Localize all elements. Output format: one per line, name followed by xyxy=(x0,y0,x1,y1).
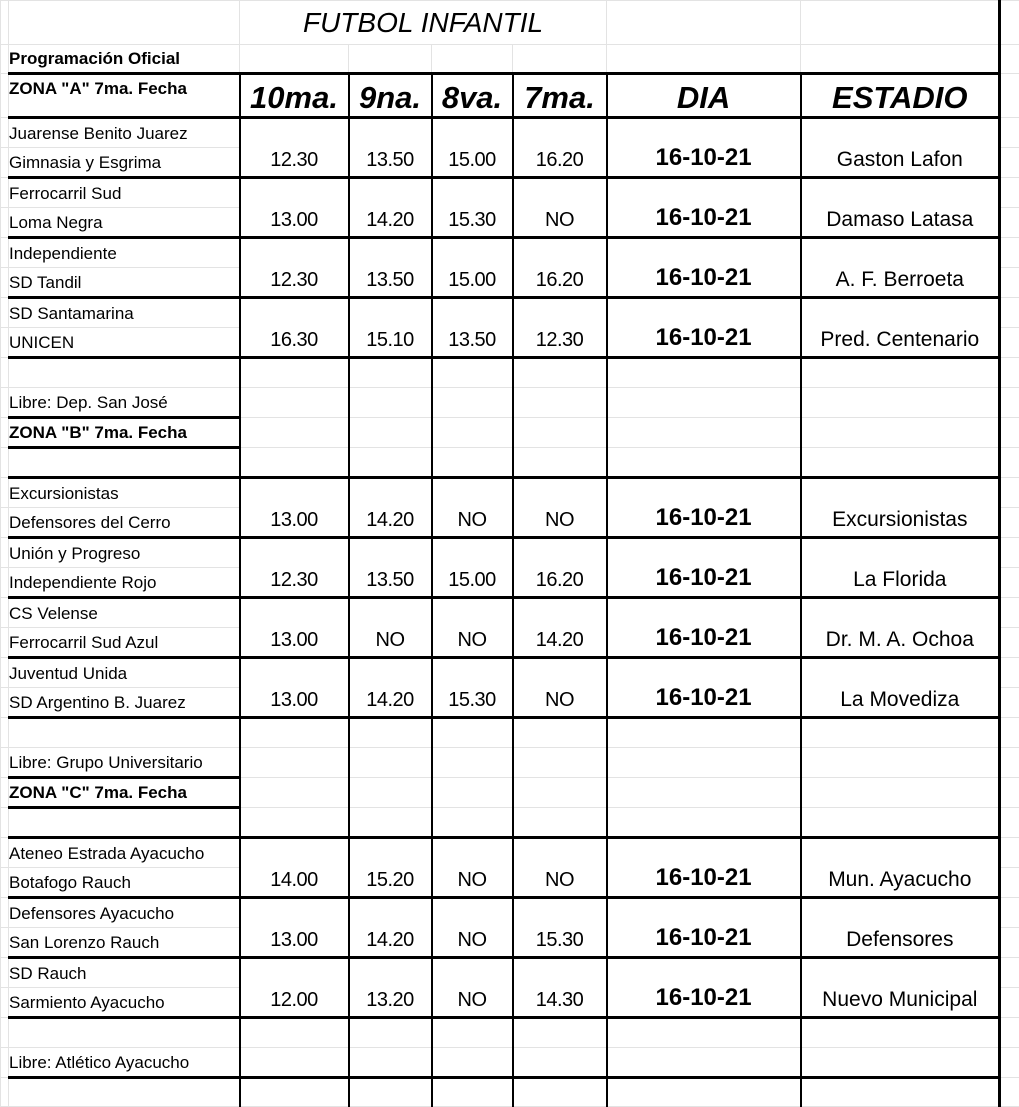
zone-header[interactable]: ZONA "C" 7ma. Fecha xyxy=(9,778,240,808)
cell[interactable] xyxy=(1000,868,1019,898)
home-team[interactable]: Unión y Progreso xyxy=(9,538,240,568)
sheet-row xyxy=(1,808,1019,838)
cell[interactable] xyxy=(1,658,9,688)
zone-header[interactable]: ZONA "A" 7ma. Fecha xyxy=(9,74,240,118)
cell[interactable] xyxy=(607,1018,801,1048)
column-header[interactable]: 9na. xyxy=(349,74,432,118)
kickoff-time[interactable]: 14.30 xyxy=(513,958,607,1018)
page-title[interactable]: FUTBOL INFANTIL xyxy=(240,1,607,45)
kickoff-time[interactable]: NO xyxy=(513,478,607,538)
cell[interactable] xyxy=(513,718,607,748)
cell[interactable] xyxy=(349,358,432,388)
cell[interactable] xyxy=(432,808,513,838)
cell[interactable] xyxy=(607,808,801,838)
free-team[interactable]: Libre: Grupo Universitario xyxy=(9,748,240,778)
kickoff-time[interactable]: 13.00 xyxy=(240,898,349,958)
stadium[interactable]: La Movediza xyxy=(801,658,1000,718)
cell[interactable] xyxy=(1000,238,1019,268)
cell[interactable] xyxy=(513,1048,607,1078)
kickoff-time[interactable]: 14.20 xyxy=(349,178,432,238)
cell[interactable] xyxy=(1000,74,1019,118)
cell[interactable] xyxy=(432,388,513,418)
kickoff-time[interactable]: 13.50 xyxy=(349,238,432,298)
cell[interactable] xyxy=(1000,358,1019,388)
kickoff-time[interactable]: 13.20 xyxy=(349,958,432,1018)
sheet-row xyxy=(1,448,1019,478)
cell[interactable] xyxy=(607,418,801,448)
cell[interactable] xyxy=(1,358,9,388)
cell[interactable] xyxy=(349,418,432,448)
cell[interactable] xyxy=(801,778,1000,808)
cell[interactable] xyxy=(349,1048,432,1078)
away-team[interactable]: San Lorenzo Rauch xyxy=(9,928,240,958)
cell[interactable] xyxy=(1000,268,1019,298)
cell[interactable] xyxy=(1000,418,1019,448)
sheet-row xyxy=(1,778,1019,808)
cell[interactable] xyxy=(9,358,240,388)
cell[interactable] xyxy=(513,1018,607,1048)
cell[interactable] xyxy=(1,298,9,328)
stadium[interactable]: Gaston Lafon xyxy=(801,118,1000,178)
kickoff-time[interactable]: 13.50 xyxy=(349,118,432,178)
away-team[interactable]: Sarmiento Ayacucho xyxy=(9,988,240,1018)
cell[interactable] xyxy=(513,808,607,838)
away-team[interactable]: UNICEN xyxy=(9,328,240,358)
kickoff-time[interactable]: 13.50 xyxy=(349,538,432,598)
cell[interactable] xyxy=(1000,1048,1019,1078)
cell[interactable] xyxy=(1000,838,1019,868)
cell[interactable] xyxy=(1,778,9,808)
stadium[interactable]: Damaso Latasa xyxy=(801,178,1000,238)
cell[interactable] xyxy=(1,238,9,268)
sheet-row xyxy=(1,898,1019,928)
kickoff-time[interactable]: 15.20 xyxy=(349,838,432,898)
column-header[interactable]: 10ma. xyxy=(240,74,349,118)
cell[interactable] xyxy=(1000,328,1019,358)
cell[interactable] xyxy=(349,808,432,838)
cell[interactable] xyxy=(513,418,607,448)
column-header[interactable]: DIA xyxy=(607,74,801,118)
kickoff-time[interactable]: 13.00 xyxy=(240,598,349,658)
kickoff-time[interactable]: 13.00 xyxy=(240,178,349,238)
cell[interactable] xyxy=(1000,118,1019,148)
cell[interactable] xyxy=(1,508,9,538)
cell[interactable] xyxy=(1,1,9,45)
stadium[interactable]: La Florida xyxy=(801,538,1000,598)
kickoff-time[interactable]: 14.20 xyxy=(349,478,432,538)
cell[interactable] xyxy=(1000,1,1019,45)
kickoff-time[interactable]: NO xyxy=(432,838,513,898)
cell[interactable] xyxy=(1000,388,1019,418)
cell[interactable] xyxy=(1000,778,1019,808)
cell[interactable] xyxy=(1,958,9,988)
cell[interactable] xyxy=(240,778,349,808)
kickoff-time[interactable]: NO xyxy=(432,958,513,1018)
sheet-row xyxy=(1,1,1019,45)
cell[interactable] xyxy=(1,45,9,74)
away-team[interactable]: SD Argentino B. Juarez xyxy=(9,688,240,718)
home-team[interactable]: Ateneo Estrada Ayacucho xyxy=(9,838,240,868)
free-team[interactable]: Libre: Dep. San José xyxy=(9,388,240,418)
kickoff-time[interactable]: 15.00 xyxy=(432,118,513,178)
cell[interactable] xyxy=(349,448,432,478)
cell[interactable] xyxy=(1000,688,1019,718)
sheet-row xyxy=(1,1078,1019,1107)
home-team[interactable]: Defensores Ayacucho xyxy=(9,898,240,928)
sheet-row xyxy=(1,1018,1019,1048)
column-header[interactable]: 7ma. xyxy=(513,74,607,118)
cell[interactable] xyxy=(801,748,1000,778)
kickoff-time[interactable]: NO xyxy=(432,898,513,958)
kickoff-time[interactable]: NO xyxy=(513,658,607,718)
cell[interactable] xyxy=(801,808,1000,838)
away-team[interactable]: SD Tandil xyxy=(9,268,240,298)
cell[interactable] xyxy=(349,45,432,74)
match-day[interactable]: 16-10-21 xyxy=(607,238,801,298)
cell[interactable] xyxy=(1000,1018,1019,1048)
cell[interactable] xyxy=(1,328,9,358)
cell[interactable] xyxy=(607,748,801,778)
cell[interactable] xyxy=(1,478,9,508)
kickoff-time[interactable]: 12.30 xyxy=(240,238,349,298)
cell[interactable] xyxy=(1,208,9,238)
home-team[interactable]: Ferrocarril Sud xyxy=(9,178,240,208)
stadium[interactable]: Mun. Ayacucho xyxy=(801,838,1000,898)
away-team[interactable]: Loma Negra xyxy=(9,208,240,238)
cell[interactable] xyxy=(1000,928,1019,958)
cell[interactable] xyxy=(1000,508,1019,538)
kickoff-time[interactable]: 16.20 xyxy=(513,118,607,178)
match-day[interactable]: 16-10-21 xyxy=(607,178,801,238)
cell[interactable] xyxy=(1,568,9,598)
cell[interactable] xyxy=(1,868,9,898)
sheet-row xyxy=(1,118,1019,148)
cell[interactable] xyxy=(1,1018,9,1048)
sheet-row xyxy=(1,958,1019,988)
sheet-row xyxy=(1,598,1019,628)
cell[interactable] xyxy=(513,388,607,418)
cell[interactable] xyxy=(432,358,513,388)
cell[interactable] xyxy=(1,448,9,478)
kickoff-time[interactable]: 14.20 xyxy=(349,898,432,958)
cell[interactable] xyxy=(513,748,607,778)
cell[interactable] xyxy=(801,1018,1000,1048)
cell[interactable] xyxy=(1,538,9,568)
cell[interactable] xyxy=(432,778,513,808)
column-header[interactable]: ESTADIO xyxy=(801,74,1000,118)
sheet-row xyxy=(1,838,1019,868)
cell[interactable] xyxy=(432,1048,513,1078)
cell[interactable] xyxy=(1000,898,1019,928)
cell[interactable] xyxy=(1000,568,1019,598)
program-label[interactable]: Programación Oficial xyxy=(9,45,240,74)
kickoff-time[interactable]: 12.00 xyxy=(240,958,349,1018)
stadium[interactable]: Pred. Centenario xyxy=(801,298,1000,358)
cell[interactable] xyxy=(801,418,1000,448)
sheet-row xyxy=(1,74,1019,118)
cell[interactable] xyxy=(607,358,801,388)
home-team[interactable]: Juarense Benito Juarez xyxy=(9,118,240,148)
cell[interactable] xyxy=(1000,988,1019,1018)
cell[interactable] xyxy=(1,928,9,958)
sheet-row xyxy=(1,238,1019,268)
cell[interactable] xyxy=(1000,538,1019,568)
cell[interactable] xyxy=(349,388,432,418)
cell[interactable] xyxy=(9,448,240,478)
cell[interactable] xyxy=(240,448,349,478)
sheet-row xyxy=(1,388,1019,418)
cell[interactable] xyxy=(607,778,801,808)
sheet-row xyxy=(1,45,1019,74)
cell[interactable] xyxy=(349,748,432,778)
stadium[interactable]: Dr. M. A. Ochoa xyxy=(801,598,1000,658)
sheet-row xyxy=(1,748,1019,778)
cell[interactable] xyxy=(1,688,9,718)
match-day[interactable]: 16-10-21 xyxy=(607,118,801,178)
sheet-row xyxy=(1,298,1019,328)
cell[interactable] xyxy=(240,1048,349,1078)
sheet-row xyxy=(1,418,1019,448)
cell[interactable] xyxy=(432,1018,513,1048)
cell[interactable] xyxy=(240,418,349,448)
cell[interactable] xyxy=(349,1018,432,1048)
cell[interactable] xyxy=(432,448,513,478)
sheet-row xyxy=(1,1048,1019,1078)
cell[interactable] xyxy=(801,358,1000,388)
cell[interactable] xyxy=(801,448,1000,478)
cell[interactable] xyxy=(240,358,349,388)
cell[interactable] xyxy=(432,45,513,74)
cell[interactable] xyxy=(607,1048,801,1078)
cell[interactable] xyxy=(801,1,1000,45)
stadium[interactable]: Excursionistas xyxy=(801,478,1000,538)
kickoff-time[interactable]: 16.20 xyxy=(513,238,607,298)
away-team[interactable]: Gimnasia y Esgrima xyxy=(9,148,240,178)
cell[interactable] xyxy=(1000,148,1019,178)
cell[interactable] xyxy=(349,1078,432,1107)
cell[interactable] xyxy=(1000,208,1019,238)
cell[interactable] xyxy=(513,358,607,388)
kickoff-time[interactable]: 12.30 xyxy=(240,118,349,178)
home-team[interactable]: Independiente xyxy=(9,238,240,268)
cell[interactable] xyxy=(1,748,9,778)
kickoff-time[interactable]: 15.30 xyxy=(513,898,607,958)
cell[interactable] xyxy=(240,388,349,418)
cell[interactable] xyxy=(1,178,9,208)
cell[interactable] xyxy=(1000,1078,1019,1107)
stadium[interactable]: Nuevo Municipal xyxy=(801,958,1000,1018)
kickoff-time[interactable]: 16.30 xyxy=(240,298,349,358)
kickoff-time[interactable]: NO xyxy=(432,478,513,538)
cell[interactable] xyxy=(513,448,607,478)
cell[interactable] xyxy=(801,718,1000,748)
cell[interactable] xyxy=(1000,718,1019,748)
cell[interactable] xyxy=(432,418,513,448)
kickoff-time[interactable]: 13.00 xyxy=(240,478,349,538)
cell[interactable] xyxy=(240,718,349,748)
cell[interactable] xyxy=(349,778,432,808)
match-day[interactable]: 16-10-21 xyxy=(607,898,801,958)
kickoff-time[interactable]: 13.50 xyxy=(432,298,513,358)
cell[interactable] xyxy=(1,388,9,418)
cell[interactable] xyxy=(607,1,801,45)
cell[interactable] xyxy=(1000,45,1019,74)
sheet-row xyxy=(1,178,1019,208)
cell[interactable] xyxy=(1000,658,1019,688)
match-day[interactable]: 16-10-21 xyxy=(607,658,801,718)
sheet-row xyxy=(1,358,1019,388)
away-team[interactable]: Botafogo Rauch xyxy=(9,868,240,898)
kickoff-time[interactable]: 15.30 xyxy=(432,658,513,718)
match-day[interactable]: 16-10-21 xyxy=(607,538,801,598)
kickoff-time[interactable]: 15.00 xyxy=(432,538,513,598)
kickoff-time[interactable]: 14.20 xyxy=(349,658,432,718)
home-team[interactable]: SD Rauch xyxy=(9,958,240,988)
kickoff-time[interactable]: 15.10 xyxy=(349,298,432,358)
cell[interactable] xyxy=(1000,478,1019,508)
cell[interactable] xyxy=(513,45,607,74)
cell[interactable] xyxy=(1,148,9,178)
cell[interactable] xyxy=(1000,178,1019,208)
home-team[interactable]: SD Santamarina xyxy=(9,298,240,328)
cell[interactable] xyxy=(801,1078,1000,1107)
cell[interactable] xyxy=(432,1078,513,1107)
kickoff-time[interactable]: 13.00 xyxy=(240,658,349,718)
cell[interactable] xyxy=(1,988,9,1018)
cell[interactable] xyxy=(240,808,349,838)
cell[interactable] xyxy=(1,898,9,928)
match-day[interactable]: 16-10-21 xyxy=(607,478,801,538)
kickoff-time[interactable]: 15.30 xyxy=(432,178,513,238)
cell[interactable] xyxy=(349,718,432,748)
cell[interactable] xyxy=(513,778,607,808)
cell[interactable] xyxy=(1,1078,9,1107)
away-team[interactable]: Defensores del Cerro xyxy=(9,508,240,538)
cell[interactable] xyxy=(1,268,9,298)
sheet-row xyxy=(1,718,1019,748)
cell[interactable] xyxy=(240,1018,349,1048)
cell[interactable] xyxy=(801,388,1000,418)
cell[interactable] xyxy=(1,74,9,118)
away-team[interactable]: Ferrocarril Sud Azul xyxy=(9,628,240,658)
home-team[interactable]: Juventud Unida xyxy=(9,658,240,688)
match-day[interactable]: 16-10-21 xyxy=(607,838,801,898)
cell[interactable] xyxy=(1,118,9,148)
cell[interactable] xyxy=(240,748,349,778)
kickoff-time[interactable]: 12.30 xyxy=(513,298,607,358)
cell[interactable] xyxy=(1,718,9,748)
cell[interactable] xyxy=(240,45,349,74)
cell[interactable] xyxy=(1000,958,1019,988)
cell[interactable] xyxy=(607,718,801,748)
cell[interactable] xyxy=(9,718,240,748)
match-day[interactable]: 16-10-21 xyxy=(607,598,801,658)
kickoff-time[interactable]: 12.30 xyxy=(240,538,349,598)
cell[interactable] xyxy=(1000,808,1019,838)
cell[interactable] xyxy=(801,1048,1000,1078)
home-team[interactable]: Excursionistas xyxy=(9,478,240,508)
cell[interactable] xyxy=(1000,628,1019,658)
cell[interactable] xyxy=(513,1078,607,1107)
cell[interactable] xyxy=(1,808,9,838)
cell[interactable] xyxy=(607,448,801,478)
cell[interactable] xyxy=(9,808,240,838)
cell[interactable] xyxy=(432,748,513,778)
cell[interactable] xyxy=(607,45,801,74)
kickoff-time[interactable]: NO xyxy=(432,598,513,658)
cell[interactable] xyxy=(1,628,9,658)
cell[interactable] xyxy=(1,598,9,628)
cell[interactable] xyxy=(1,838,9,868)
kickoff-time[interactable]: 16.20 xyxy=(513,538,607,598)
cell[interactable] xyxy=(240,1078,349,1107)
column-header[interactable]: 8va. xyxy=(432,74,513,118)
kickoff-time[interactable]: 14.20 xyxy=(513,598,607,658)
cell[interactable] xyxy=(432,718,513,748)
cell[interactable] xyxy=(607,1078,801,1107)
cell[interactable] xyxy=(9,1,240,45)
cell[interactable] xyxy=(801,45,1000,74)
cell[interactable] xyxy=(1000,748,1019,778)
cell[interactable] xyxy=(9,1018,240,1048)
match-day[interactable]: 16-10-21 xyxy=(607,958,801,1018)
kickoff-time[interactable]: NO xyxy=(513,178,607,238)
cell[interactable] xyxy=(607,388,801,418)
cell[interactable] xyxy=(1,418,9,448)
cell[interactable] xyxy=(9,1078,240,1107)
kickoff-time[interactable]: 14.00 xyxy=(240,838,349,898)
stadium[interactable]: A. F. Berroeta xyxy=(801,238,1000,298)
cell[interactable] xyxy=(1000,598,1019,628)
match-day[interactable]: 16-10-21 xyxy=(607,298,801,358)
home-team[interactable]: CS Velense xyxy=(9,598,240,628)
free-team[interactable]: Libre: Atlético Ayacucho xyxy=(9,1048,240,1078)
stadium[interactable]: Defensores xyxy=(801,898,1000,958)
sheet-row xyxy=(1,658,1019,688)
away-team[interactable]: Independiente Rojo xyxy=(9,568,240,598)
cell[interactable] xyxy=(1000,448,1019,478)
kickoff-time[interactable]: NO xyxy=(349,598,432,658)
cell[interactable] xyxy=(1000,298,1019,328)
sheet-row xyxy=(1,478,1019,508)
kickoff-time[interactable]: 15.00 xyxy=(432,238,513,298)
zone-header[interactable]: ZONA "B" 7ma. Fecha xyxy=(9,418,240,448)
kickoff-time[interactable]: NO xyxy=(513,838,607,898)
sheet-row xyxy=(1,538,1019,568)
cell[interactable] xyxy=(1,1048,9,1078)
